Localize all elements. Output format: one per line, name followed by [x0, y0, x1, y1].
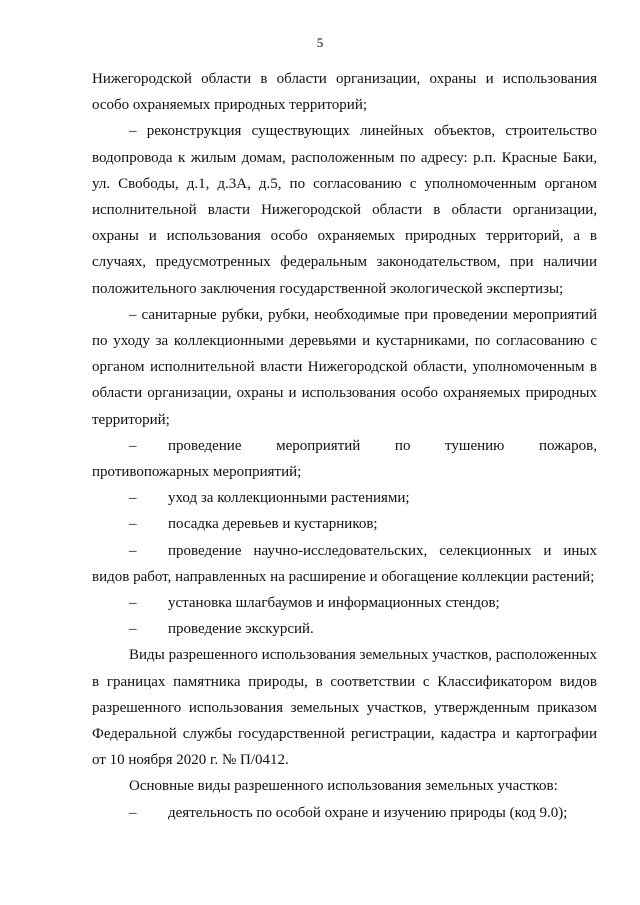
paragraph-reconstruction: – реконструкция существующих линейных объектов, строительство водопровода к жилым домам, расположенным по адресу: р.п. Красные Баки, ул. Свободы, д.1, д.3А, д.5, по согласованию с уполномоченным органом исполнительной власти Нижегородской области в области организации, охраны и использования особо охраняемых природных территорий, а в случаях, предусмотренных федеральным законодательством, при наличии положительного заключения государственной экологической экспертизы; [92, 123, 597, 297]
list-item-text: установка шлагбаумов и информационных стендов; [168, 595, 500, 612]
list-item-text: деятельность по особой охране и изучению природы (код 9.0); [168, 804, 568, 821]
list-item-text: проведение научно-исследовательских, селекционных и иных [168, 542, 597, 559]
dash-marker: – [129, 490, 137, 507]
dash-marker: – [129, 437, 137, 454]
paragraph-main-use-heading: Основные виды разрешенного использования земельных участков: [129, 778, 558, 795]
dash-marker: – [129, 804, 137, 821]
list-item-fire-fighting [92, 433, 597, 485]
list-item-plant-care [92, 485, 597, 511]
document-body [92, 66, 597, 826]
list-item-continuation: противопожарных мероприятий; [92, 464, 302, 481]
page-number: 5 [316, 35, 324, 50]
dash-marker: – [129, 621, 137, 638]
list-item-nature-protection [92, 800, 597, 826]
list-item-text: уход за коллекционными растениями; [168, 490, 410, 507]
paragraph-intro: Нижегородской области в области организации, охраны и использования особо охраняемых природных территорий; [92, 71, 597, 114]
paragraph-permitted-use: Виды разрешенного использования земельных участков, расположенных в границах памятника природы, в соответствии с Классификатором видов разрешенного использования земельных участков, утвержденным приказом Федеральной службы государственной регистрации, кадастра и картографии от 10 ноября 2020 г. № П/0412. [92, 647, 597, 769]
dash-marker: – [129, 542, 137, 559]
list-item-research [92, 538, 597, 590]
dash-marker: – [129, 595, 137, 612]
dash-marker: – [129, 516, 137, 533]
paragraph-sanitary-cutting: – санитарные рубки, рубки, необходимые при проведении мероприятий по уходу за коллекционными деревьями и кустарниками, по согласованию с органом исполнительной власти Нижегородской области, уполномоченным в области организации, охраны и использования особо охраняемых природных территорий; [92, 306, 597, 428]
list-item-continuation: видов работ, направленных на расширение и обогащение коллекции растений; [92, 568, 595, 585]
list-item-text: проведение экскурсий. [168, 621, 314, 638]
list-item-text: посадка деревьев и кустарников; [168, 516, 378, 533]
list-item-excursions [92, 616, 597, 642]
list-item-planting [92, 511, 597, 537]
list-item-barriers [92, 590, 597, 616]
list-item-text: проведение мероприятий по тушению пожаров, [168, 437, 597, 454]
